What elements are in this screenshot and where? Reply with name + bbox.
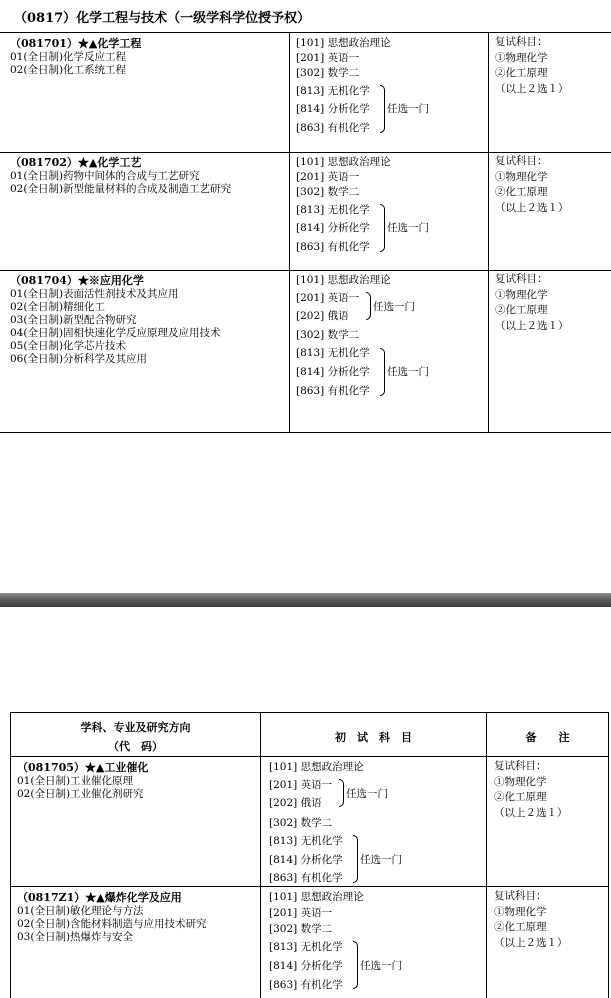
note-line: （以上２选１）	[495, 319, 569, 332]
exam-item: [201] 英语一	[269, 779, 333, 791]
exam-item: [302] 数学二	[296, 186, 360, 198]
major-title: （081702）★▲化学工艺	[10, 156, 142, 169]
notes-cell	[494, 889, 606, 951]
table-row	[0, 270, 611, 432]
notes-cell	[495, 272, 607, 334]
note-line: （以上２选１）	[495, 82, 569, 95]
table-row	[11, 757, 608, 887]
exam-item: [814] 分析化学	[296, 366, 370, 378]
exam-item: [813] 无机化学	[269, 835, 343, 847]
exam-item: [202] 俄语	[296, 310, 349, 322]
choice-brace	[339, 779, 344, 807]
note-line: ①物理化学	[495, 51, 548, 64]
choice-note: 任选一门	[373, 301, 415, 313]
note-line: ①物理化学	[494, 775, 547, 788]
note-line: 复试科目：	[495, 273, 548, 285]
header-exams-label: 初 试 科 目	[335, 731, 412, 744]
direction-item: 05(全日制)化学芯片技术	[10, 340, 127, 352]
exam-item: [863] 有机化学	[296, 385, 370, 397]
exam-item: [202] 俄语	[269, 797, 322, 809]
exam-item: [814] 分析化学	[269, 854, 343, 866]
header-notes-label: 备 注	[525, 731, 570, 744]
note-line: 复试科目：	[494, 760, 547, 772]
exam-item: [101] 思想政治理论	[296, 274, 391, 286]
note-line: ②化工原理	[495, 186, 548, 198]
exam-item: [101] 思想政治理论	[296, 156, 391, 168]
exam-item: [863] 有机化学	[269, 872, 343, 884]
exam-item: [813] 无机化学	[269, 941, 343, 953]
choice-brace	[353, 835, 358, 883]
direction-item: 01(全日制)表面活性剂技术及其应用	[10, 288, 179, 300]
direction-item: 01(全日制)药物中间体的合成与工艺研究	[10, 170, 200, 182]
note-line: （以上２选１）	[494, 806, 568, 819]
discipline-title: （0817）化学工程与技术（一级学科学位授予权）	[14, 11, 311, 26]
direction-item: 03(全日制)新型配合物研究	[10, 314, 137, 326]
direction-item: 06(全日制)分析科学及其应用	[10, 353, 148, 365]
major-cell	[17, 891, 293, 944]
major-title: （081701）★▲化学工程	[10, 37, 142, 50]
notes-cell	[494, 759, 606, 821]
exam-item: [302] 数学二	[269, 817, 333, 829]
note-line: （以上２选１）	[494, 936, 568, 949]
choice-brace	[380, 204, 385, 252]
exam-item: [814] 分析化学	[296, 103, 370, 115]
exam-item: [201] 英语一	[296, 52, 360, 64]
major-title: （081704）★※应用化学	[10, 274, 144, 287]
choice-note: 任选一门	[360, 960, 402, 972]
choice-brace	[380, 348, 385, 396]
note-line: ②化工原理	[495, 304, 548, 316]
exam-item: [863] 有机化学	[269, 979, 343, 991]
note-line: ②化工原理	[495, 67, 548, 79]
direction-item: 02(全日制)新型能量材料的合成及制造工艺研究	[10, 183, 232, 195]
direction-item: 03(全日制)热爆炸与安全	[17, 931, 134, 943]
exam-item: [101] 思想政治理论	[296, 37, 391, 49]
notes-cell	[495, 35, 607, 97]
major-cell	[17, 761, 293, 801]
notes-cell	[495, 154, 607, 216]
exam-item: [201] 英语一	[296, 171, 360, 183]
note-line: 复试科目：	[495, 36, 548, 48]
major-title: （0817Z1）★▲爆炸化学及应用	[17, 891, 182, 904]
exam-item: [302] 数学二	[269, 923, 333, 935]
page-1-table	[0, 0, 611, 433]
major-cell	[10, 37, 286, 77]
table-row	[0, 33, 611, 153]
choice-note: 任选一门	[387, 222, 429, 234]
choice-brace	[353, 941, 358, 989]
direction-item: 01(全日制)敏化理论与方法	[17, 905, 144, 917]
header-major-line1: 学科、专业及研究方向	[80, 721, 191, 734]
choice-note: 任选一门	[387, 103, 429, 115]
note-line: 复试科目：	[495, 155, 548, 167]
note-line: 复试科目：	[494, 890, 547, 902]
table-row	[11, 887, 608, 998]
exam-item: [101] 思想政治理论	[269, 891, 364, 903]
direction-item: 02(全日制)精细化工	[10, 301, 106, 313]
header-major	[11, 713, 260, 757]
header-major-line2: （代 码）	[108, 740, 163, 753]
header-notes	[487, 713, 608, 757]
note-line: ①物理化学	[494, 905, 547, 918]
note-line: （以上２选１）	[495, 201, 569, 214]
direction-item: 02(全日制)含能材料制造与应用技术研究	[17, 918, 207, 930]
note-line: ②化工原理	[494, 791, 547, 803]
exam-item: [814] 分析化学	[296, 222, 370, 234]
exam-item: [101] 思想政治理论	[269, 761, 364, 773]
direction-item: 02(全日制)化工系统工程	[10, 64, 127, 76]
exam-item: [302] 数学二	[296, 329, 360, 341]
header-exams	[261, 713, 486, 757]
exam-item: [813] 无机化学	[296, 204, 370, 216]
choice-note: 任选一门	[360, 854, 402, 866]
major-title: （081705）★▲工业催化	[17, 761, 149, 774]
choice-note: 任选一门	[346, 788, 388, 800]
table-row	[0, 152, 611, 271]
choice-brace	[380, 85, 385, 133]
exam-item: [201] 英语一	[296, 292, 360, 304]
page-2-table	[10, 712, 609, 998]
exam-item: [813] 无机化学	[296, 85, 370, 97]
exam-item: [863] 有机化学	[296, 122, 370, 134]
choice-brace	[366, 292, 371, 320]
direction-item: 02(全日制)工业催化剂研究	[17, 788, 144, 800]
direction-item: 04(全日制)固相快速化学反应原理及应用技术	[10, 327, 221, 339]
note-line: ①物理化学	[495, 170, 548, 183]
direction-item: 01(全日制)工业催化原理	[17, 775, 134, 787]
major-cell	[10, 274, 286, 366]
discipline-header	[0, 0, 611, 33]
page-separator	[0, 593, 611, 607]
choice-note: 任选一门	[387, 366, 429, 378]
exam-item: [201] 英语一	[269, 907, 333, 919]
exam-item: [302] 数学二	[296, 67, 360, 79]
exam-item: [863] 有机化学	[296, 241, 370, 253]
note-line: ①物理化学	[495, 288, 548, 301]
direction-item: 01(全日制)化学反应工程	[10, 51, 127, 63]
major-cell	[10, 156, 286, 196]
note-line: ②化工原理	[494, 921, 547, 933]
exam-item: [814] 分析化学	[269, 960, 343, 972]
exam-item: [813] 无机化学	[296, 347, 370, 359]
